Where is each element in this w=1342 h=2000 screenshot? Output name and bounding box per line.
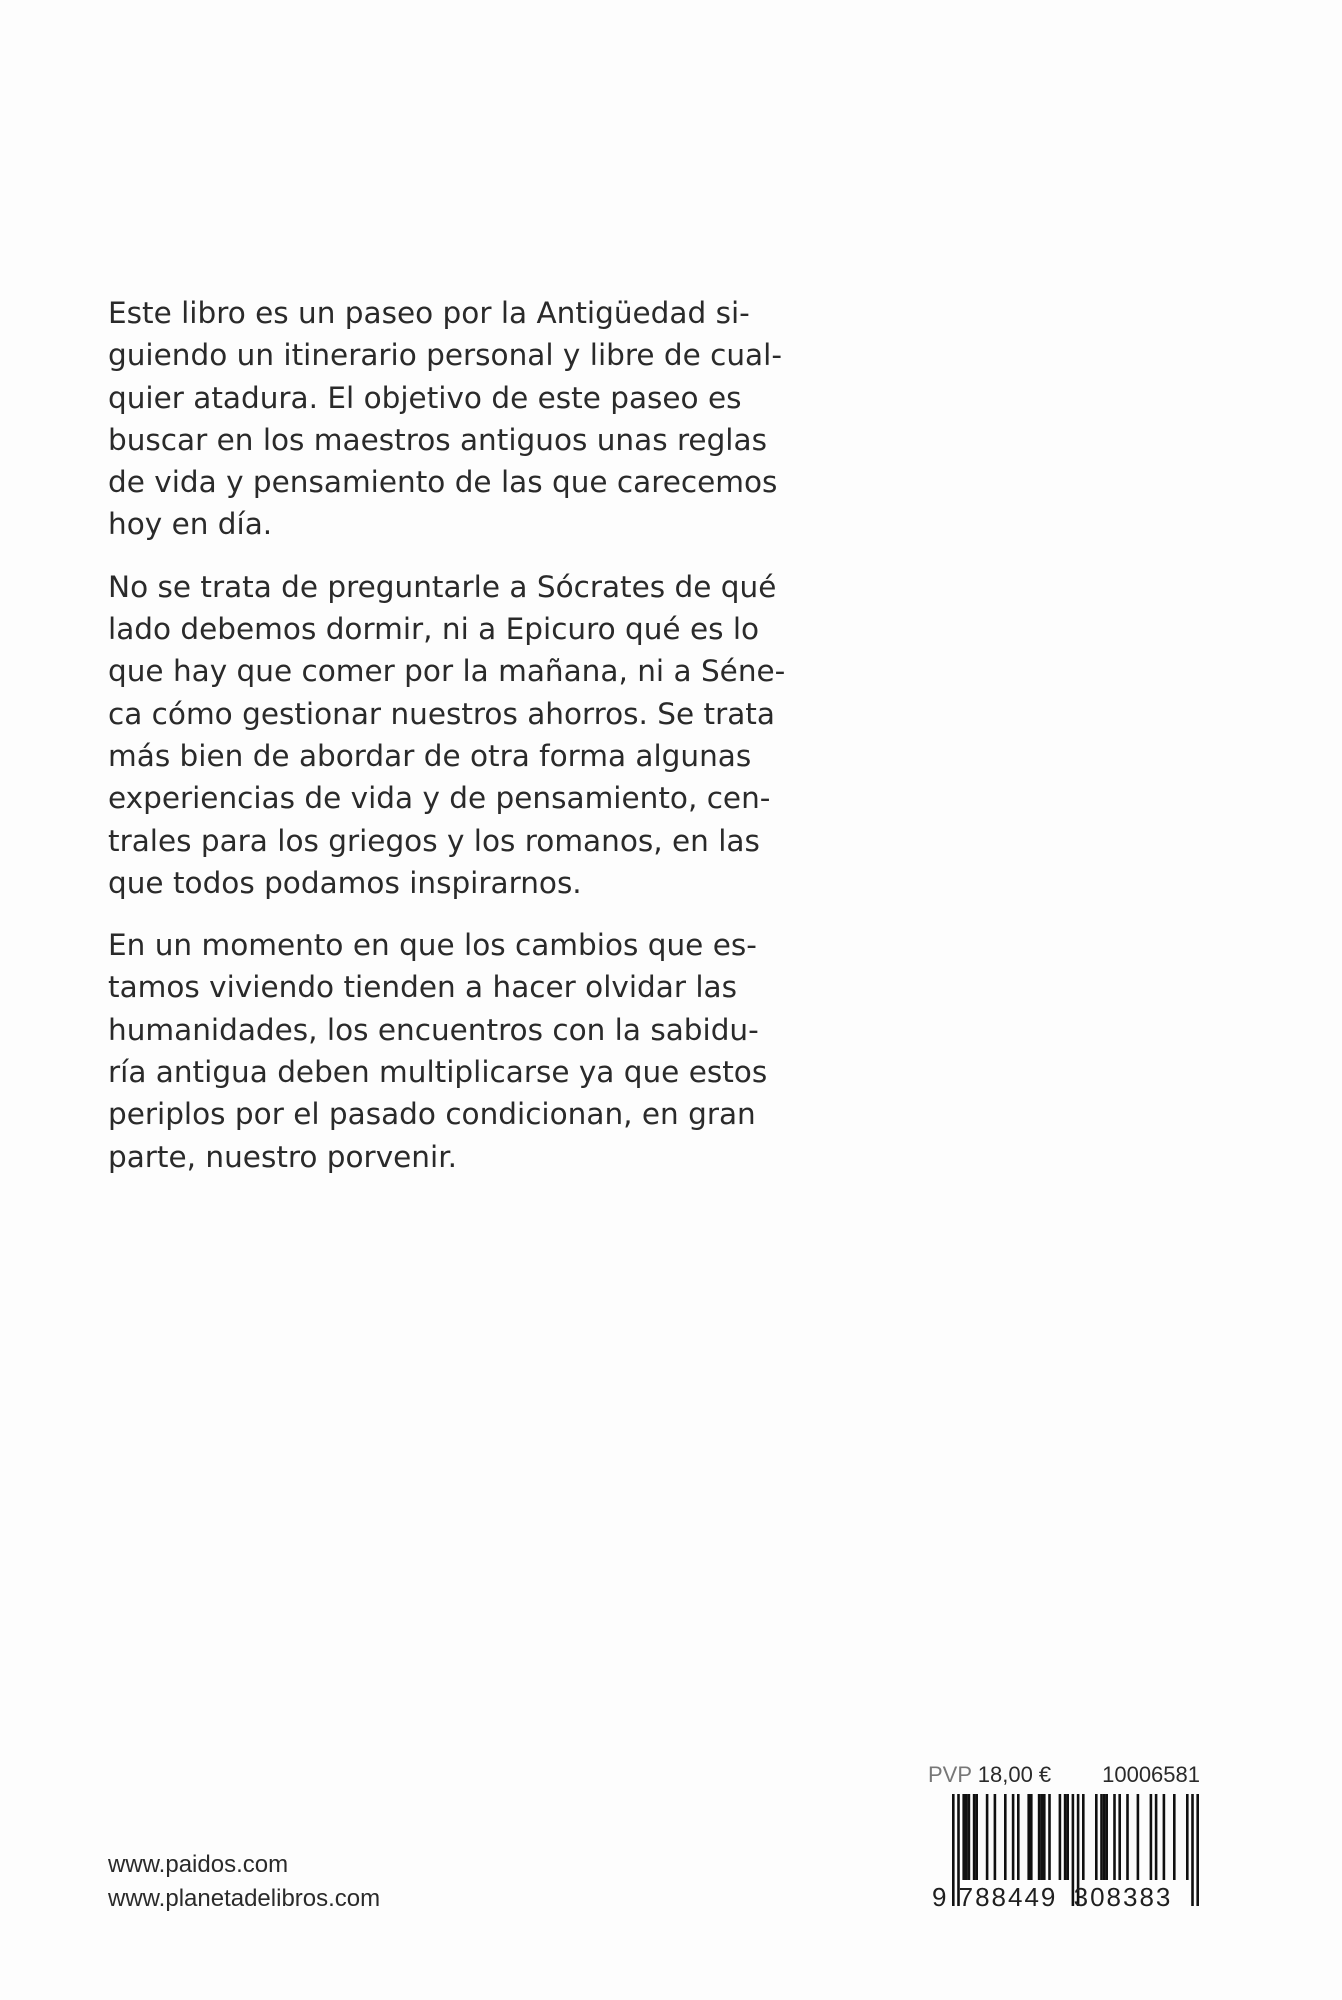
price-amount: 18,00 € (977, 1762, 1052, 1787)
blurb-line: En un momento en que los cambios que es- (108, 928, 757, 963)
blurb-line: periplos por el pasado condicionan, en gran (108, 1097, 756, 1132)
barcode-bar (968, 1794, 971, 1880)
blurb-line: humanidades, los encuentros con la sabidu- (108, 1012, 759, 1047)
blurb-line: más bien de abordar de otra forma algunas (108, 738, 752, 773)
blurb-line: hoy en día. (108, 507, 273, 542)
blurb-line: experiencias de vida y de pensamiento, cen- (108, 781, 771, 816)
barcode-bar (975, 1794, 978, 1880)
barcode-bar (1066, 1794, 1069, 1880)
blurb-line: ca cómo gestionar nuestros ahorros. Se trata (108, 696, 775, 731)
price-label (928, 1762, 1051, 1788)
barcode-guard-bar (952, 1794, 955, 1906)
barcode-bar (1105, 1794, 1108, 1880)
blurb-line: No se trata de preguntarle a Sócrates de qué (108, 569, 777, 604)
blurb-line: buscar en los maestros antiguos unas reglas (108, 422, 767, 457)
blurb-line: quier atadura. El objetivo de este paseo es (108, 380, 742, 415)
blurb-line: que hay que comer por la mañana, ni a Séne- (108, 654, 786, 689)
blurb-line: que todos podamos inspirarnos. (108, 865, 582, 900)
barcode-bar (1173, 1794, 1176, 1880)
barcode-bar (1186, 1794, 1189, 1880)
barcode-bar (965, 1794, 968, 1880)
barcode-bar (1004, 1794, 1007, 1880)
barcode-bar (1012, 1794, 1015, 1880)
barcode-bar (1155, 1794, 1158, 1880)
barcode-bar (1040, 1794, 1043, 1880)
barcode-digits-right: 308383 (1073, 1882, 1173, 1910)
barcode-bar (994, 1794, 997, 1880)
barcode-bar (1059, 1794, 1062, 1880)
isbn-barcode (928, 1794, 1200, 1910)
pvp-label: PVP (928, 1762, 972, 1787)
barcode-bar (1137, 1794, 1140, 1880)
barcode-bar (1038, 1794, 1041, 1880)
barcode-bar (1113, 1794, 1116, 1880)
website-link-paidos[interactable]: www.paidos.com (108, 1851, 289, 1878)
blurb-line: guiendo un itinerario personal y libre de cual- (108, 338, 782, 373)
blurb-paragraph-3 (108, 924, 794, 1178)
blurb-line: trales para los griegos y los romanos, en las (108, 823, 760, 858)
barcode-bar (1017, 1794, 1020, 1880)
barcode-bar (1100, 1794, 1103, 1880)
blurb-paragraph-2 (108, 566, 794, 904)
barcode-bar (1043, 1794, 1046, 1880)
barcode-bar (1030, 1794, 1033, 1880)
price-row (928, 1762, 1200, 1790)
blurb-line: tamos viviendo tienden a hacer olvidar las (108, 970, 737, 1005)
publisher-links (108, 1848, 380, 1916)
barcode-bar (1163, 1794, 1166, 1880)
barcode-bar (1027, 1794, 1030, 1880)
barcode-digits-left: 788449 (958, 1882, 1058, 1910)
blurb-line: parte, nuestro porvenir. (108, 1139, 457, 1174)
barcode-bar (1064, 1794, 1067, 1880)
barcode-bar (962, 1794, 965, 1880)
barcode-bar (1118, 1794, 1121, 1880)
blurb-paragraph-1 (108, 292, 794, 546)
barcode-bar (1082, 1794, 1085, 1880)
blurb-line: Este libro es un paseo por la Antigüedad si- (108, 296, 750, 330)
barcode-bar (973, 1794, 976, 1880)
barcode-bar (1048, 1794, 1051, 1880)
barcode-bar (1103, 1794, 1106, 1880)
barcode-bar (986, 1794, 989, 1880)
blurb-line: ría antigua deben multiplicarse ya que estos (108, 1055, 768, 1090)
barcode-block (928, 1762, 1200, 1910)
blurb-text (108, 292, 794, 1198)
barcode-bar (1095, 1794, 1098, 1880)
blurb-line: de vida y pensamiento de las que carecemos (108, 465, 778, 500)
barcode-bar (1150, 1794, 1153, 1880)
barcode-guard-bar (1191, 1794, 1194, 1906)
barcode-lead-digit: 9 (932, 1882, 947, 1910)
website-link-planetadelibros[interactable]: www.planetadelibros.com (108, 1885, 381, 1912)
blurb-line: lado debemos dormir, ni a Epicuro qué es lo (108, 612, 760, 647)
product-code: 10006581 (1102, 1762, 1200, 1787)
barcode-guard-bar (1196, 1794, 1199, 1906)
barcode-bar (1126, 1794, 1129, 1880)
